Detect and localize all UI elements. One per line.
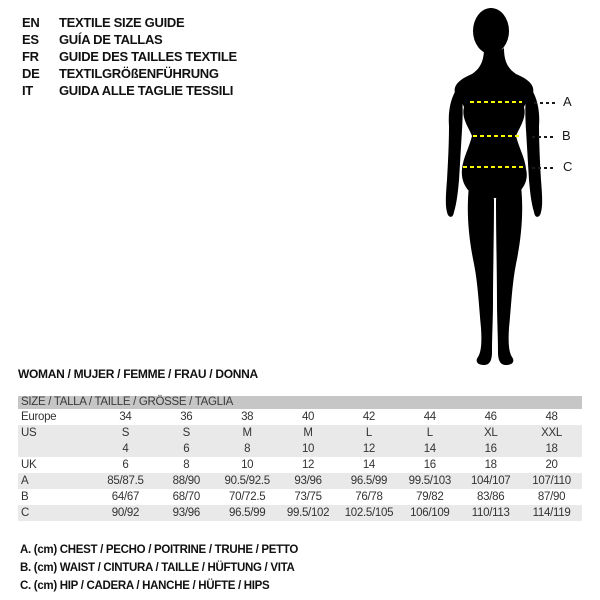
- legend-hip: C. (cm) HIP / CADERA / HANCHE / HÜFTE / HIPS: [20, 580, 270, 592]
- chest-dash-line-on-body: [470, 101, 522, 103]
- cell: L: [365, 427, 372, 439]
- lang-code: IT: [22, 83, 33, 98]
- cell: 8: [183, 459, 190, 471]
- cell: 4: [122, 443, 129, 455]
- cell: 85/87.5: [107, 475, 144, 487]
- table-row-chest-a: [18, 473, 582, 489]
- cell: 107/110: [532, 475, 571, 487]
- chest-dash-line-leader: [534, 102, 557, 104]
- cell: 90.5/92.5: [224, 475, 270, 487]
- cell: S: [182, 427, 190, 439]
- cell: M: [303, 427, 313, 439]
- lang-title: TEXTILGRÖßENFÜHRUNG: [59, 66, 219, 81]
- lang-row-de: [22, 65, 237, 82]
- silhouette-right-arm: [525, 89, 542, 217]
- cell: 18: [484, 459, 497, 471]
- lang-code: DE: [22, 66, 40, 81]
- silhouette-shapes: [446, 8, 542, 365]
- cell: 68/70: [172, 491, 200, 503]
- cell: 42: [362, 411, 376, 423]
- row-label: [18, 441, 95, 457]
- cell: 6: [122, 459, 129, 471]
- row-label: B: [21, 491, 29, 503]
- cell: 76/78: [355, 491, 383, 503]
- lang-row-it: [22, 82, 237, 99]
- lang-row-es: [22, 31, 237, 48]
- cell: 16: [484, 443, 497, 455]
- cell: 99.5/102: [286, 507, 330, 519]
- lang-title: GUÍA DE TALLAS: [59, 32, 163, 47]
- lang-code: FR: [22, 49, 39, 64]
- table-row-us: [18, 425, 582, 441]
- cell: 12: [301, 459, 315, 471]
- cell: 46: [484, 411, 497, 423]
- hip-dash-line-leader: [532, 167, 556, 169]
- lang-row-en: [22, 14, 237, 31]
- cell: 20: [545, 459, 558, 471]
- lang-title: TEXTILE SIZE GUIDE: [59, 15, 185, 30]
- cell: 34: [119, 411, 132, 423]
- cell: XL: [483, 427, 498, 439]
- cell: 99.5/103: [408, 475, 451, 487]
- cell: 36: [180, 411, 193, 423]
- cell: 10: [241, 459, 254, 471]
- cell: 10: [301, 443, 315, 455]
- lang-row-fr: [22, 48, 237, 65]
- cell: 14: [362, 459, 376, 471]
- table-row-europe: [18, 409, 582, 425]
- cell: 87/90: [537, 491, 566, 503]
- table-row-us-numeric: [18, 441, 582, 457]
- cell: 93/96: [294, 475, 322, 487]
- language-title-block: [22, 14, 237, 99]
- cell: 14: [423, 443, 436, 455]
- lang-code: EN: [22, 15, 40, 30]
- cell: M: [242, 427, 252, 439]
- cell: L: [426, 427, 433, 439]
- cell: 18: [545, 443, 558, 455]
- silhouette-left-leg: [468, 186, 494, 365]
- row-label: C: [21, 507, 30, 519]
- cell: XXL: [541, 427, 562, 439]
- cell: 79/82: [416, 491, 444, 503]
- table-row-uk: [18, 457, 582, 473]
- measurement-legend: [20, 541, 298, 595]
- cell: 88/90: [172, 475, 200, 487]
- cell: 6: [183, 443, 190, 455]
- row-label: UK: [21, 459, 37, 471]
- row-label: A: [21, 475, 29, 487]
- cell: 44: [423, 411, 436, 423]
- cell: 48: [545, 411, 558, 423]
- marker-label-a: A: [563, 94, 572, 109]
- cell: 102.5/105: [344, 507, 394, 519]
- cell: S: [121, 427, 130, 439]
- table-row-hip-c: [18, 505, 582, 521]
- cell: 73/75: [294, 491, 322, 503]
- silhouette-head: [473, 8, 509, 54]
- size-table-header: SIZE / TALLA / TAILLE / GRÖSSE / TAGLIA: [18, 396, 582, 409]
- cell: 64/67: [111, 491, 140, 503]
- size-table: [18, 396, 582, 521]
- cell: 110/113: [471, 507, 510, 519]
- table-row-waist-b: [18, 489, 582, 505]
- cell: 70/72.5: [229, 491, 266, 503]
- silhouette-torso: [455, 48, 534, 198]
- cell: 83/86: [477, 491, 505, 503]
- hip-dash-line-on-body: [463, 166, 525, 168]
- legend-waist: B. (cm) WAIST / CINTURA / TAILLE / HÜFTUNG / VITA: [20, 562, 295, 574]
- cell: 96.5/99: [350, 475, 388, 487]
- cell: 16: [423, 459, 436, 471]
- cell: 38: [241, 411, 254, 423]
- row-label: US: [21, 427, 37, 439]
- lang-title: GUIDE DES TAILLES TEXTILE: [59, 49, 237, 64]
- cell: 106/109: [410, 507, 450, 519]
- legend-chest: A. (cm) CHEST / PECHO / POITRINE / TRUHE / PETTO: [20, 544, 299, 556]
- marker-label-b: B: [562, 128, 571, 143]
- cell: 114/119: [532, 507, 571, 519]
- waist-dash-line-on-body: [473, 135, 520, 137]
- marker-label-c: C: [563, 159, 573, 174]
- section-title-woman: WOMAN / MUJER / FEMME / FRAU / DONNA: [18, 367, 258, 381]
- cell: 12: [362, 443, 376, 455]
- cell: 8: [244, 443, 251, 455]
- woman-silhouette-figure: [445, 8, 547, 366]
- cell: 104/107: [470, 475, 511, 487]
- silhouette-right-leg: [496, 186, 522, 365]
- cell: 40: [301, 411, 315, 423]
- lang-code: ES: [22, 32, 39, 47]
- silhouette-left-arm: [446, 89, 463, 217]
- row-label: Europe: [21, 411, 57, 423]
- cell: 93/96: [172, 507, 200, 519]
- woman-silhouette-svg: [445, 8, 547, 366]
- lang-title: GUIDA ALLE TAGLIE TESSILI: [59, 83, 234, 98]
- cell: 90/92: [111, 507, 140, 519]
- cell: 96.5/99: [229, 507, 266, 519]
- waist-dash-line-leader: [532, 136, 556, 138]
